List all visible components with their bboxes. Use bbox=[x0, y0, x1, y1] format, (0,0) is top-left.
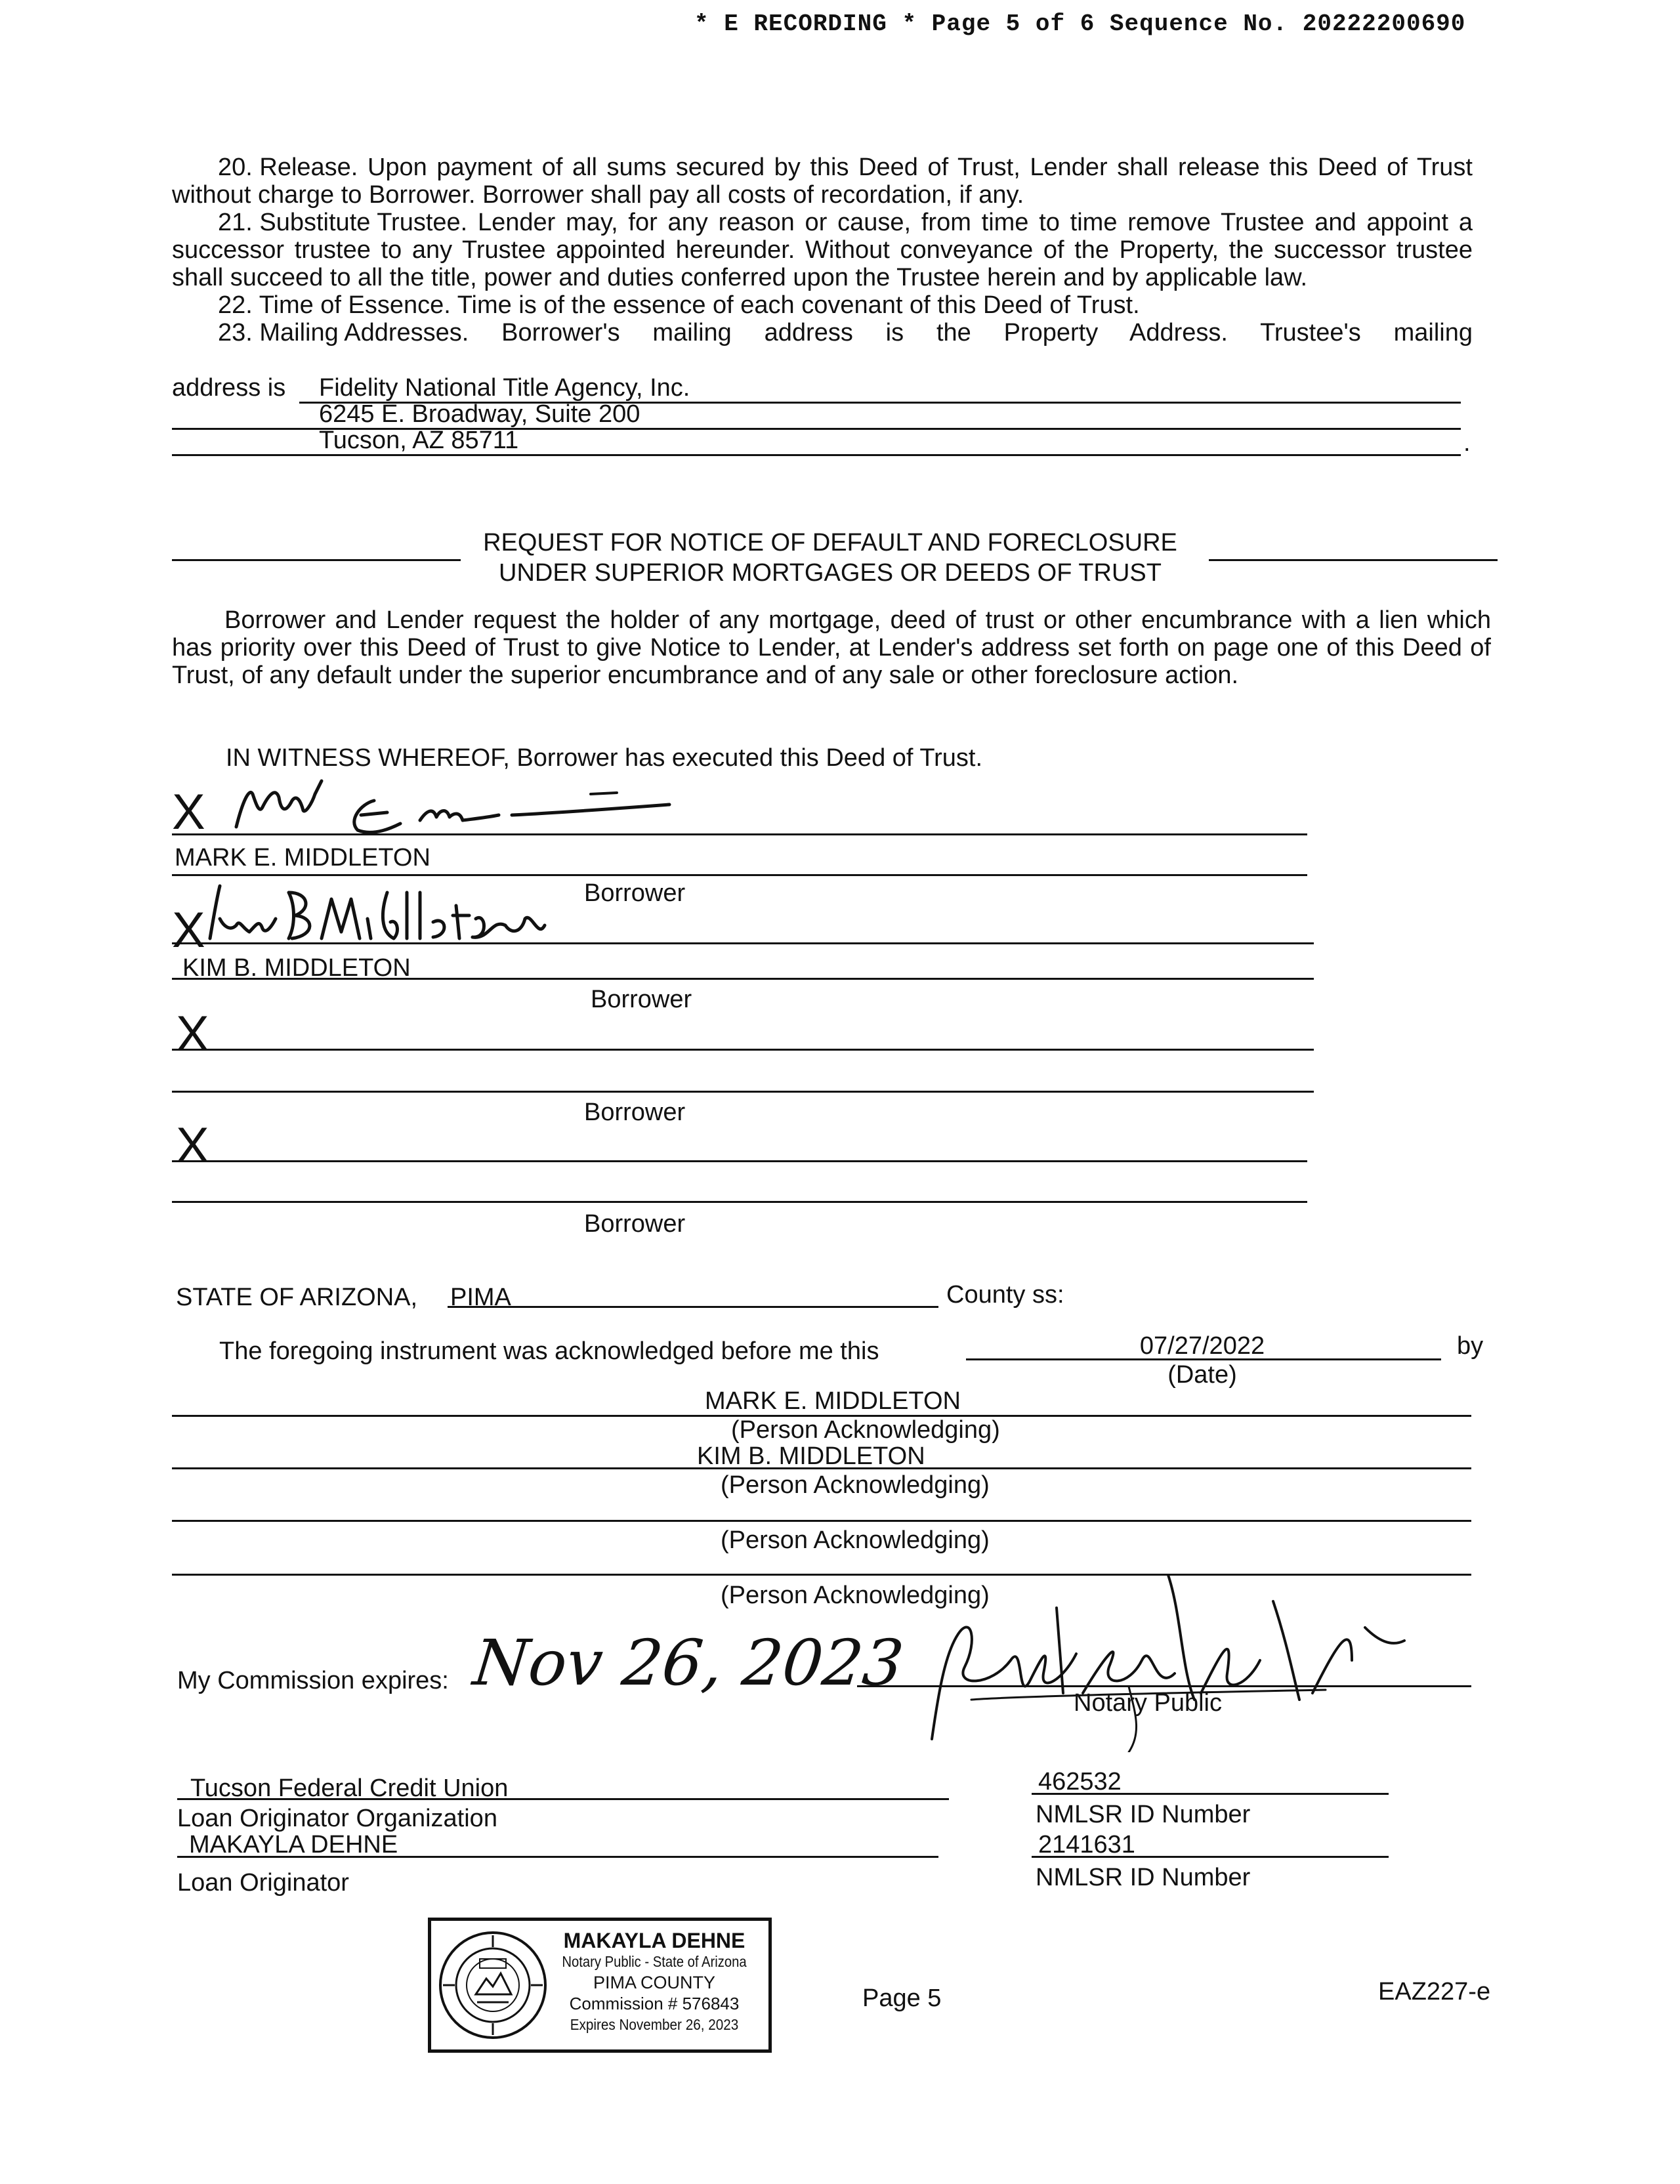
trustee-city-line bbox=[172, 454, 1461, 456]
borrower3-signature-line bbox=[172, 1049, 1314, 1051]
signature-x-mark: X bbox=[172, 902, 205, 958]
trustee-city: Tucson, AZ 85711 bbox=[319, 427, 519, 454]
date-line bbox=[966, 1358, 1441, 1360]
person4-caption: (Person Acknowledging) bbox=[721, 1582, 990, 1609]
loan-originator-label: Loan Originator bbox=[177, 1869, 349, 1897]
person2-name: KIM B. MIDDLETON bbox=[697, 1442, 925, 1470]
mailing-lead: 23. Mailing Addresses. bbox=[218, 319, 469, 346]
org-nmls-line bbox=[1032, 1793, 1389, 1795]
borrower2-signature bbox=[197, 879, 564, 952]
borrower4-signature-line bbox=[172, 1160, 1307, 1162]
signature-x-mark: X bbox=[176, 1118, 209, 1173]
borrower4-name-line bbox=[172, 1201, 1307, 1203]
org-nmls-number: 462532 bbox=[1038, 1768, 1122, 1796]
commission-handwritten-date: Nov 26, 2023 bbox=[470, 1626, 907, 1700]
borrower1-signature bbox=[223, 774, 696, 840]
state-label: STATE OF ARIZONA, bbox=[176, 1284, 418, 1311]
request-notice-body: Borrower and Lender request the holder of any mortgage, deed of trust or other encumbrance with a lien which has priority over this Deed of Trust to give Notice to Lender, at Lender's address set forth on page one of this Deed of Trust, of any default under the superior encumbrance and of any sale or other foreclosure action. bbox=[172, 606, 1491, 689]
borrower2-label: Borrower bbox=[591, 986, 692, 1013]
acknowledgment-statement: The foregoing instrument was acknowledged before me this bbox=[219, 1337, 879, 1365]
arizona-seal-icon bbox=[438, 1930, 548, 2040]
person2-caption: (Person Acknowledging) bbox=[721, 1471, 990, 1499]
person1-name: MARK E. MIDDLETON bbox=[705, 1387, 961, 1415]
borrower4-label: Borrower bbox=[584, 1210, 686, 1238]
stamp-expires: Expires November 26, 2023 bbox=[570, 2016, 739, 2033]
originator-nmls-label: NMLSR ID Number bbox=[1036, 1864, 1251, 1891]
person1-caption: (Person Acknowledging) bbox=[731, 1416, 1000, 1444]
originator-nmls-number: 2141631 bbox=[1038, 1831, 1135, 1858]
deed-clauses bbox=[172, 154, 1473, 346]
borrower3-label: Borrower bbox=[584, 1099, 686, 1126]
time-of-essence-text: Time is of the essence of each covenant of this Deed of Trust. bbox=[457, 291, 1140, 319]
stamp-county: PIMA COUNTY bbox=[593, 1973, 716, 1992]
notary-signature-line bbox=[857, 1685, 1471, 1687]
address-label: address is bbox=[172, 374, 286, 402]
loan-originator-line bbox=[177, 1856, 938, 1858]
loan-org-name: Tucson Federal Credit Union bbox=[190, 1774, 509, 1802]
loan-org-line bbox=[177, 1798, 949, 1800]
address-end-period: . bbox=[1463, 429, 1471, 457]
mailing-text: Borrower's mailing address is the Property Address. Trustee's mailing bbox=[501, 319, 1473, 346]
notary-stamp bbox=[428, 1918, 772, 2053]
witness-text: IN WITNESS WHEREOF, Borrower has executed this Deed of Trust. bbox=[226, 744, 983, 772]
release-lead: 20. Release. bbox=[218, 154, 358, 181]
date-caption: (Date) bbox=[1167, 1361, 1237, 1389]
signature-x-mark: X bbox=[176, 1006, 209, 1062]
borrower2-name: KIM B. MIDDLETON bbox=[182, 954, 411, 982]
by-label: by bbox=[1457, 1332, 1484, 1360]
stamp-name: MAKAYLA DEHNE bbox=[563, 1929, 746, 1952]
substitute-trustee-text: Lender may, for any reason or cause, from time to time remove Trustee and appoint a successor trustee to any Trustee appointed hereunder. Without conveyance of the Property, the successor trustee shall succeed to all the title, power and duties conferred upon the Trustee herein and by applicable law. bbox=[172, 209, 1473, 291]
request-notice-title-2: UNDER SUPERIOR MORTGAGES OR DEEDS OF TRUST bbox=[499, 559, 1162, 587]
borrower1-label: Borrower bbox=[584, 879, 686, 907]
trustee-name: Fidelity National Title Agency, Inc. bbox=[319, 374, 690, 402]
county-value: PIMA bbox=[450, 1284, 511, 1311]
title-rule-right bbox=[1209, 559, 1498, 561]
person3-line bbox=[172, 1520, 1471, 1522]
page-number: Page 5 bbox=[862, 1984, 942, 2012]
borrower2-name-line bbox=[172, 978, 1314, 980]
stamp-title: Notary Public - State of Arizona bbox=[562, 1953, 747, 1970]
borrower2-signature-line bbox=[172, 942, 1314, 944]
loan-originator-name: MAKAYLA DEHNE bbox=[189, 1831, 398, 1858]
person2-line bbox=[172, 1467, 1471, 1469]
substitute-trustee-lead: 21. Substitute Trustee. bbox=[218, 209, 468, 236]
person3-caption: (Person Acknowledging) bbox=[721, 1526, 990, 1554]
form-code: EAZ227-e bbox=[1378, 1978, 1491, 2006]
originator-nmls-line bbox=[1032, 1856, 1389, 1858]
borrower1-name-line bbox=[172, 874, 1307, 876]
borrower3-name-line bbox=[172, 1091, 1314, 1093]
county-line bbox=[448, 1306, 938, 1308]
stamp-commission: Commission # 576843 bbox=[569, 1994, 740, 2013]
signature-x-mark: X bbox=[172, 784, 205, 840]
request-notice-title-1: REQUEST FOR NOTICE OF DEFAULT AND FORECLOSURE bbox=[483, 529, 1177, 556]
commission-label: My Commission expires: bbox=[177, 1667, 449, 1694]
trustee-street: 6245 E. Broadway, Suite 200 bbox=[319, 400, 640, 428]
county-label: County ss: bbox=[946, 1281, 1064, 1309]
notary-stamp-text bbox=[536, 1930, 772, 2035]
title-rule-left bbox=[172, 559, 461, 561]
acknowledgment-date: 07/27/2022 bbox=[1139, 1332, 1265, 1360]
time-of-essence-lead: 22. Time of Essence. bbox=[218, 291, 451, 319]
borrower1-name: MARK E. MIDDLETON bbox=[175, 844, 430, 872]
notary-public-label: Notary Public bbox=[1074, 1689, 1222, 1717]
notary-signature bbox=[892, 1562, 1444, 1752]
org-nmls-label: NMLSR ID Number bbox=[1036, 1801, 1251, 1828]
recording-header: * E RECORDING * Page 5 of 6 Sequence No. 20222200690 bbox=[694, 10, 1466, 37]
borrower1-signature-line bbox=[172, 833, 1307, 835]
release-text: Upon payment of all sums secured by this Deed of Trust, Lender shall release this Deed of Trust without charge to Borrower. Borrower shall pay all costs of recordation, if any. bbox=[172, 154, 1473, 209]
loan-org-label: Loan Originator Organization bbox=[177, 1805, 497, 1832]
